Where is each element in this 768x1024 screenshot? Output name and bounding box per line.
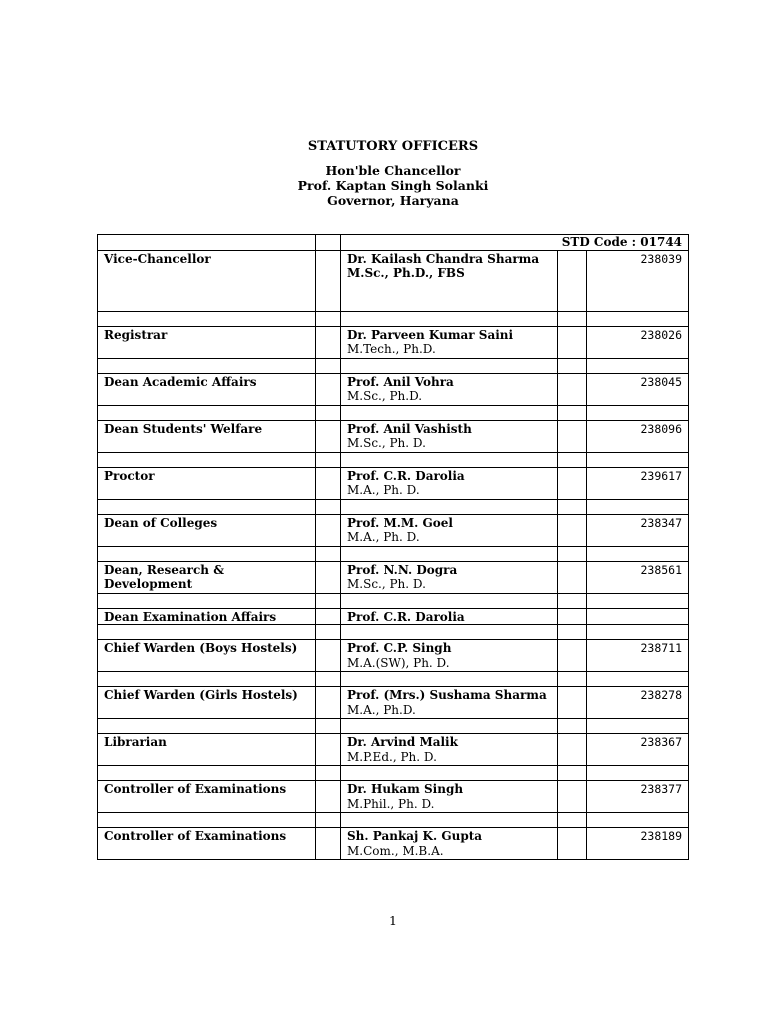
officers-table [97,234,689,860]
table-row [98,420,689,452]
officer-qualification: M.Phil., Ph. D. [347,796,435,811]
officer-phone: 238039 [587,250,689,311]
spacer-row [98,405,689,420]
officer-qualification: M.A.(SW), Ph. D. [347,655,450,670]
chancellor-label: Hon'ble Chancellor [325,163,461,178]
officer-phone: 238278 [587,687,689,719]
officer-title: Dean Examination Affairs [98,608,316,625]
officer-qualification: M.Sc., Ph.D., FBS [347,266,465,280]
table-row [98,608,689,625]
officer-title: Dean Students' Welfare [98,420,316,452]
officer-phone: 238026 [587,326,689,358]
officer-qualification: M.P.Ed., Ph. D. [347,749,437,764]
officer-qualification: M.Sc., Ph. D. [347,436,426,450]
table-row [98,250,689,311]
page-number: 1 [389,913,397,928]
page-title: STATUTORY OFFICERS [307,139,479,154]
officer-phone: 238377 [587,781,689,813]
spacer-row [98,593,689,608]
officer-phone: 238347 [587,514,689,546]
officer-qualification: M.A., Ph.D. [347,702,416,717]
spacer-row [98,499,689,514]
officer-phone: 238561 [587,561,689,593]
officer-name: Prof. Anil Vohra [347,374,454,389]
table-row [98,467,689,499]
officer-title: Librarian [98,734,316,766]
table-row [98,326,689,358]
officer-name: Sh. Pankaj K. Gupta [347,829,483,843]
officer-title: Chief Warden (Boys Hostels) [98,640,316,672]
officer-qualification: M.Com., M.B.A. [347,843,444,858]
table-row [98,373,689,405]
table-row [98,687,689,719]
officer-name: Prof. M.M. Goel [347,515,453,530]
officer-qualification: M.Tech., Ph.D. [347,342,436,356]
officer-phone: 238367 [587,734,689,766]
officer-title: Vice-Chancellor [98,250,316,311]
officer-name: Dr. Parveen Kumar Saini [347,327,514,342]
officer-name: Dr. Kailash Chandra Sharma [347,251,540,266]
officer-name: Prof. C.R. Darolia [347,468,465,483]
table-row [98,640,689,672]
spacer-row [98,546,689,561]
officer-qualification: M.A., Ph. D. [347,530,420,544]
table-row [98,561,689,593]
officer-name: Dr. Hukam Singh [347,782,464,796]
spacer-row [98,813,689,828]
spacer-row [98,358,689,373]
spacer-row [98,311,689,326]
officer-title: Chief Warden (Girls Hostels) [98,687,316,719]
chancellor-office: Governor, Haryana [327,193,459,208]
officer-name: Prof. C.P. Singh [347,641,452,655]
officer-phone [587,608,689,625]
officer-phone: 238045 [587,373,689,405]
table-row [98,781,689,813]
officer-title: Registrar [98,326,316,358]
officer-phone: 239617 [587,467,689,499]
spacer-row [98,672,689,687]
std-code-row [98,235,689,251]
officer-qualification: M.Sc., Ph. D. [347,577,426,591]
officer-title: Dean Academic Affairs [98,373,316,405]
officer-phone: 238711 [587,640,689,672]
officer-name: Prof. (Mrs.) Sushama Sharma [347,688,547,702]
std-code-label: STD Code : 01744 [341,235,689,251]
officer-name: Prof. Anil Vashisth [347,421,472,436]
officer-name: Prof. C.R. Darolia [347,609,465,624]
officer-title: Controller of Examinations [98,781,316,813]
officer-name: Prof. N.N. Dogra [347,562,458,577]
officer-title: Controller of Examinations [98,828,316,860]
spacer-row [98,719,689,734]
officer-qualification: M.Sc., Ph.D. [347,389,423,403]
officer-phone: 238189 [587,828,689,860]
officer-title: Dean of Colleges [98,514,316,546]
officer-title: Dean, Research & Development [98,561,316,593]
table-row [98,514,689,546]
table-row [98,734,689,766]
chancellor-name: Prof. Kaptan Singh Solanki [297,178,489,193]
table-row [98,828,689,860]
officer-title: Proctor [98,467,316,499]
spacer-row [98,625,689,640]
officer-qualification: M.A., Ph. D. [347,483,420,497]
officer-name: Dr. Arvind Malik [347,735,458,749]
officer-phone: 238096 [587,420,689,452]
spacer-row [98,766,689,781]
spacer-row [98,452,689,467]
